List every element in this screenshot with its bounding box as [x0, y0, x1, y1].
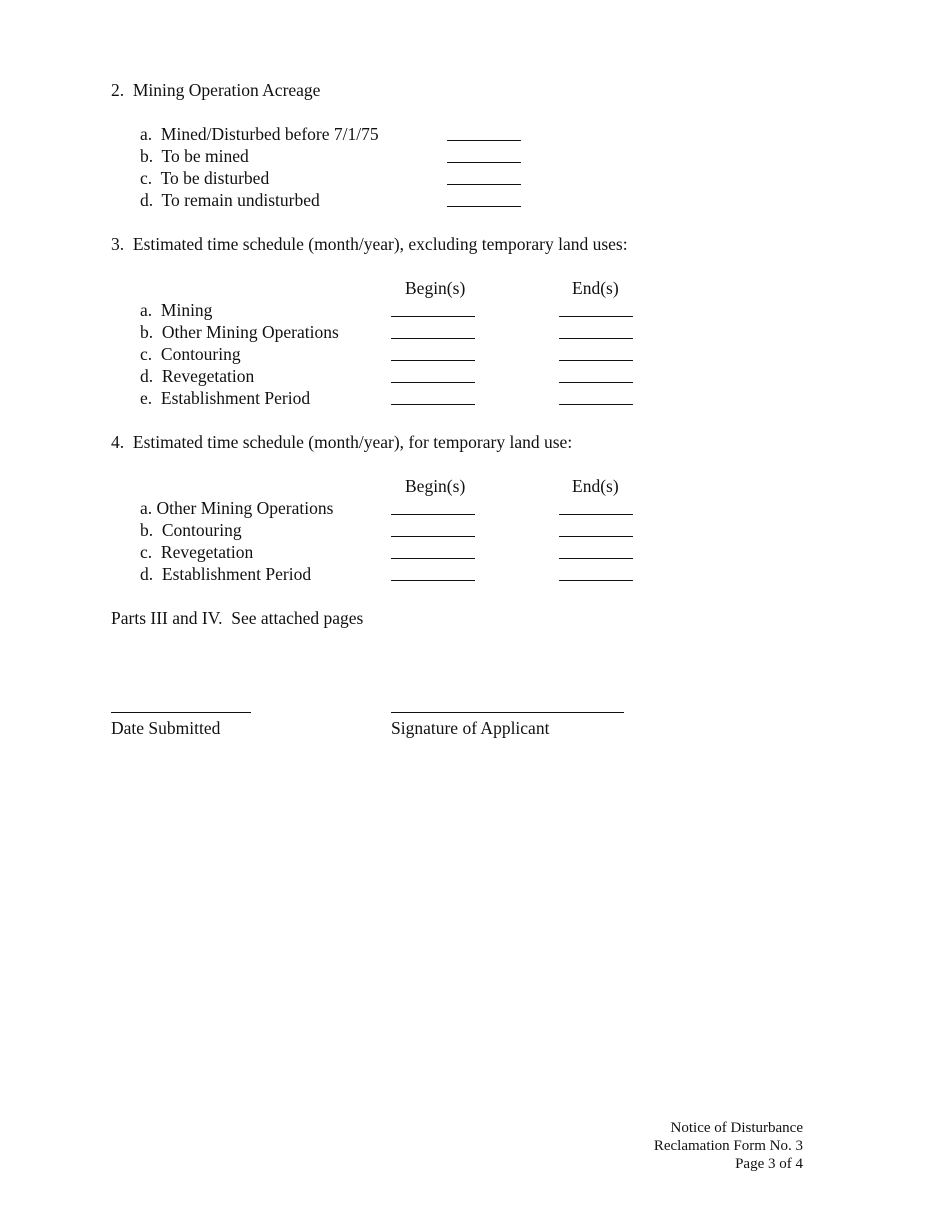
footer-form-title: Notice of Disturbance [670, 1120, 803, 1136]
temp-schedule-begin-revegetation[interactable] [391, 558, 475, 559]
section-4-begin-header: Begin(s) [405, 476, 466, 496]
schedule-end-contouring[interactable] [559, 360, 633, 361]
temp-schedule-label-revegetation: c. Revegetation [140, 542, 254, 562]
schedule-end-revegetation[interactable] [559, 382, 633, 383]
acreage-field-to-be-disturbed[interactable] [447, 184, 521, 185]
schedule-label-mining: a. Mining [140, 300, 213, 320]
footer-form-number: Reclamation Form No. 3 [653, 1138, 803, 1154]
schedule-label-establishment: e. Establishment Period [140, 388, 311, 408]
temp-schedule-end-establishment[interactable] [559, 580, 633, 581]
temp-schedule-begin-other-ops[interactable] [391, 514, 475, 515]
temp-schedule-label-contouring: b. Contouring [140, 520, 242, 540]
section-3-end-header: End(s) [572, 278, 619, 298]
date-submitted-label: Date Submitted [111, 718, 221, 738]
schedule-label-contouring: c. Contouring [140, 344, 241, 364]
temp-schedule-begin-establishment[interactable] [391, 580, 475, 581]
date-submitted-field[interactable] [111, 712, 251, 713]
schedule-end-mining[interactable] [559, 316, 633, 317]
section-4-end-header: End(s) [572, 476, 619, 496]
schedule-begin-contouring[interactable] [391, 360, 475, 361]
schedule-end-other-ops[interactable] [559, 338, 633, 339]
signature-field[interactable] [391, 712, 624, 713]
acreage-label-to-be-disturbed: c. To be disturbed [140, 168, 270, 188]
schedule-begin-revegetation[interactable] [391, 382, 475, 383]
acreage-label-mined-before: a. Mined/Disturbed before 7/1/75 [140, 124, 379, 144]
section-3-begin-header: Begin(s) [405, 278, 466, 298]
schedule-begin-other-ops[interactable] [391, 338, 475, 339]
temp-schedule-end-contouring[interactable] [559, 536, 633, 537]
acreage-field-mined-before[interactable] [447, 140, 521, 141]
temp-schedule-begin-contouring[interactable] [391, 536, 475, 537]
schedule-label-revegetation: d. Revegetation [140, 366, 255, 386]
section-4-title: 4. Estimated time schedule (month/year), for temporary land use: [111, 432, 573, 452]
section-2-title: 2. Mining Operation Acreage [111, 80, 321, 100]
acreage-label-to-be-mined: b. To be mined [140, 146, 249, 166]
acreage-field-undisturbed[interactable] [447, 206, 521, 207]
footer-page-number: Page 3 of 4 [735, 1156, 803, 1172]
parts-note: Parts III and IV. See attached pages [111, 608, 364, 628]
temp-schedule-label-other-ops: a. Other Mining Operations [140, 498, 334, 518]
section-3-title: 3. Estimated time schedule (month/year), excluding temporary land uses: [111, 234, 628, 254]
schedule-begin-mining[interactable] [391, 316, 475, 317]
schedule-label-other-ops: b. Other Mining Operations [140, 322, 339, 342]
temp-schedule-label-establishment: d. Establishment Period [140, 564, 312, 584]
schedule-end-establishment[interactable] [559, 404, 633, 405]
acreage-field-to-be-mined[interactable] [447, 162, 521, 163]
temp-schedule-end-other-ops[interactable] [559, 514, 633, 515]
signature-label: Signature of Applicant [391, 718, 550, 738]
temp-schedule-end-revegetation[interactable] [559, 558, 633, 559]
acreage-label-undisturbed: d. To remain undisturbed [140, 190, 320, 210]
schedule-begin-establishment[interactable] [391, 404, 475, 405]
